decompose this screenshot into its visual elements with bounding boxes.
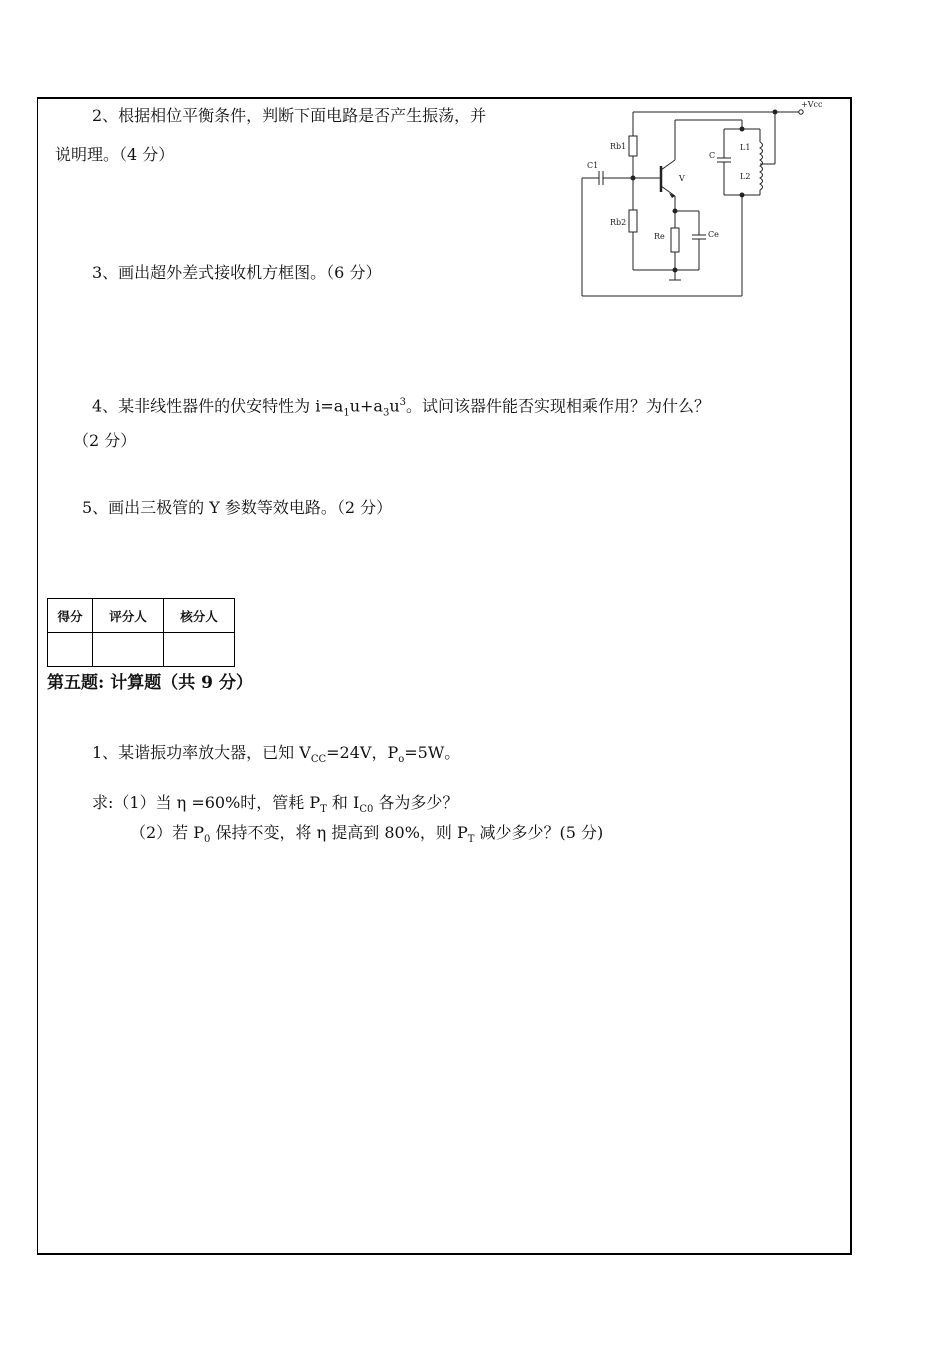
re-label: Re xyxy=(654,232,665,241)
question-5: 5、画出三极管的 Y 参数等效电路。（2 分） xyxy=(82,498,393,517)
ce-label: Ce xyxy=(708,230,719,239)
grader-header: 评分人 xyxy=(93,599,164,633)
score-header: 得分 xyxy=(48,599,93,633)
score-table xyxy=(47,598,235,667)
grader-cell[interactable] xyxy=(93,633,164,667)
question-2-line2: 说明理。（4 分） xyxy=(55,145,175,164)
l2-label: L2 xyxy=(740,172,751,181)
calc-question-1: 1、某谐振功率放大器，已知 $V_{CC}=24V$，$P_o=5W$。 xyxy=(92,743,461,766)
question-4-line1: 4、某非线性器件的伏安特性为 $i=a_1u+a_3u^3$。试问该器件能否实现相乘作用？为什么？ xyxy=(92,396,711,419)
transistor-label: V xyxy=(679,174,685,183)
question-2-line1: 2、根据相位平衡条件，判断下面电路是否产生振荡，并 xyxy=(92,106,487,125)
rb2-label: Rb2 xyxy=(610,218,627,227)
rb1-label: Rb1 xyxy=(610,142,627,151)
reviewer-header: 核分人 xyxy=(164,599,235,633)
reviewer-cell[interactable] xyxy=(164,633,235,667)
calc-question-1-part1: 求:（1）当 η =60%时，管耗 $P_T$ 和 $I_{C0}$ 各为多少？ xyxy=(92,793,459,816)
question-3: 3、画出超外差式接收机方框图。（6 分） xyxy=(92,263,382,282)
section-5-title: 第五题: 计算题（共 9 分） xyxy=(47,673,253,693)
oscillator-circuit-diagram xyxy=(575,98,835,303)
calc-question-1-part2: （2）若 $P_0$ 保持不变，将 η 提高到 80%，则 $P_T$ 减少多少？(5 分) xyxy=(130,823,604,846)
question-4-line2: （2 分） xyxy=(73,431,137,450)
score-cell[interactable] xyxy=(48,633,93,667)
l1-label: L1 xyxy=(740,143,751,152)
c-label: C xyxy=(709,151,716,160)
c1-label: C1 xyxy=(587,161,599,170)
vcc-label: +Vcc xyxy=(801,100,823,109)
